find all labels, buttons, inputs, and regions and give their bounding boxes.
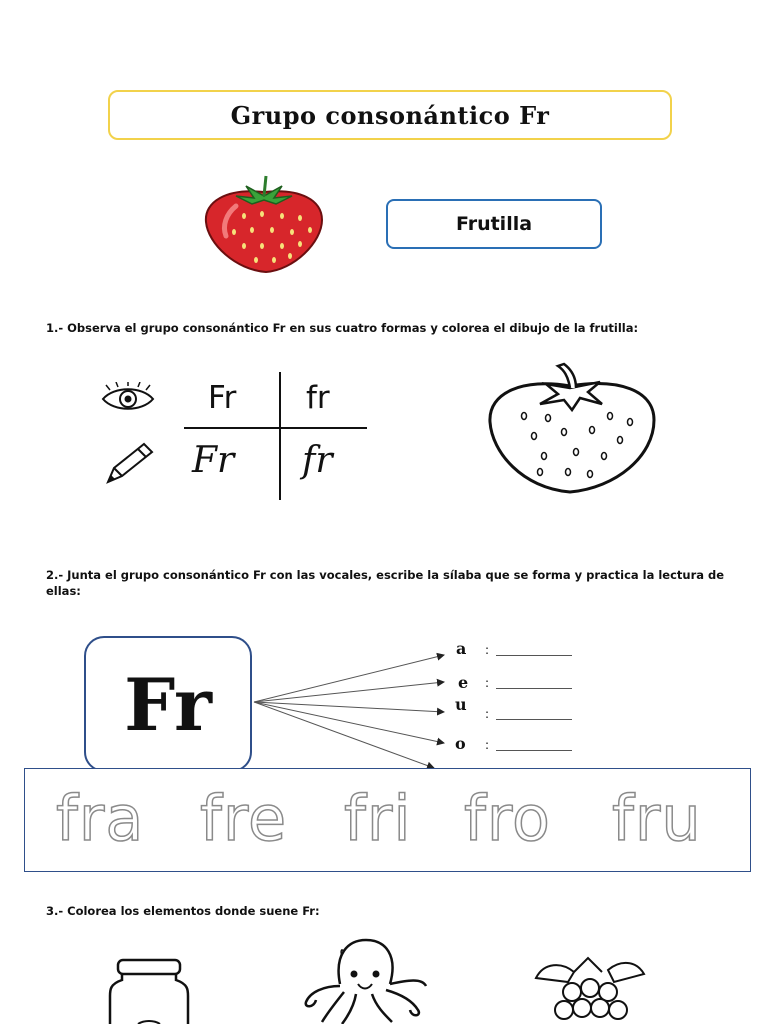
vowel-u: u [455,695,467,714]
separator: : [485,643,490,657]
chart-horizontal-line [184,427,367,429]
cursive-upper: Fr [192,440,235,481]
separator: : [485,707,490,721]
answer-blank-o[interactable] [496,750,572,751]
syllable-fri: fri [344,782,412,855]
exercise1-instruction: 1.- Observa el grupo consonántico Fr en sus cuatro formas y colorea el dibujo de la frutilla: [46,321,639,335]
pencil-icon [104,440,156,486]
vowel-a: a [456,639,467,658]
separator: : [485,738,490,752]
connection-arrows [250,640,450,780]
eye-icon [100,382,156,416]
answer-blank-u[interactable] [496,719,572,720]
target-word: Frutilla [455,213,533,235]
strawberry-color-image [196,170,332,278]
raspberry-image [528,952,652,1024]
target-word-box [386,199,602,249]
syllable-fra: fra [56,782,145,855]
syllable-fro: fro [464,782,551,855]
page-title: Grupo consonántico Fr [230,100,550,130]
exercise3-instruction: 3.- Colorea los elementos donde suene Fr: [46,904,320,918]
print-upper: Fr [208,380,237,416]
answer-blank-a[interactable] [496,655,572,656]
answer-blank-e[interactable] [496,688,572,689]
strawberry-outline-image [484,360,660,496]
separator: : [485,676,490,690]
exercise2-instruction: 2.- Junta el grupo consonántico Fr con las vocales, escribe la sílaba que se forma y practica la lectura de ellas: [46,568,725,598]
consonant-group-card [84,636,252,772]
octopus-image [296,934,432,1024]
syllable-fre: fre [200,782,288,855]
cursive-lower: fr [302,440,333,481]
print-lower: fr [306,380,330,416]
syllable-fru: fru [612,782,702,855]
title-box [108,90,672,140]
consonant-group-text: Fr [124,661,212,747]
vowel-e: e [458,673,469,692]
vowel-o: o [455,734,466,753]
chart-vertical-line [279,372,281,500]
jar-image [104,956,194,1024]
